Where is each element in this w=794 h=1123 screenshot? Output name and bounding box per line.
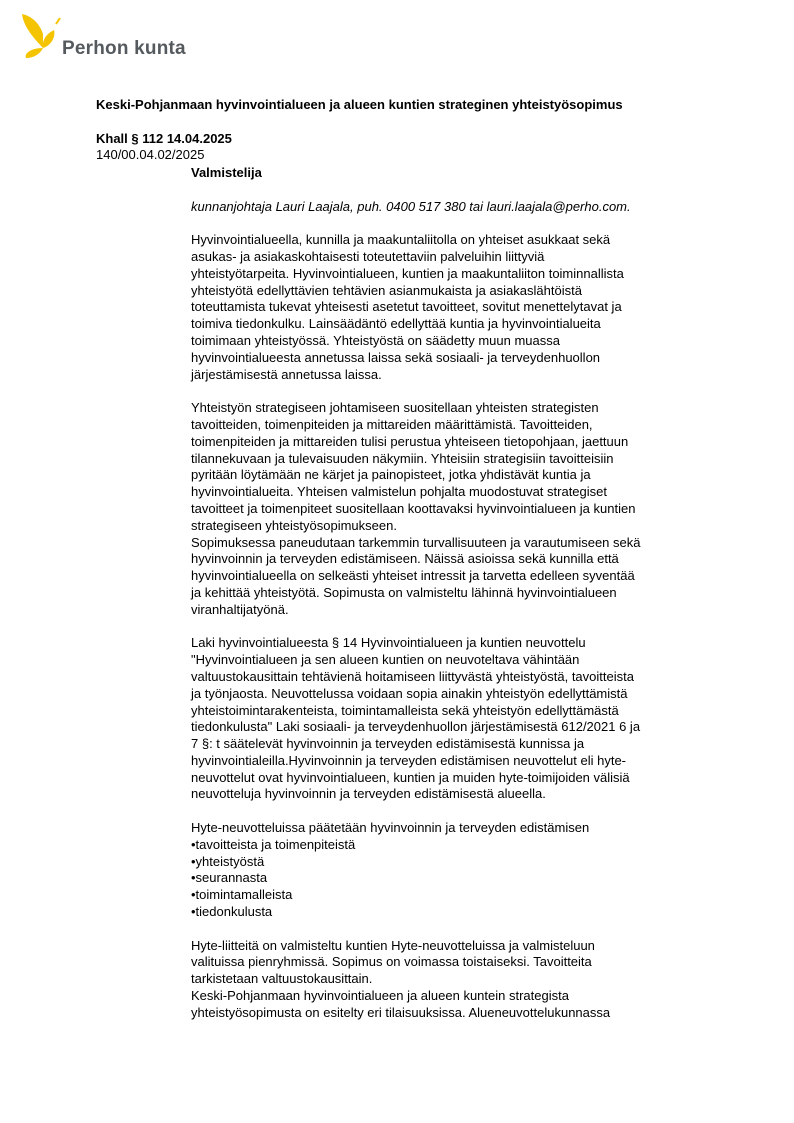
spacer (191, 215, 706, 232)
text-line: viranhaltijatyönä. (191, 601, 289, 617)
text-line: toimenpiteiden ja mittareiden tulisi perustua yhteiseen tietopohjaan, jaettuun (191, 433, 629, 449)
logo (20, 10, 220, 62)
text-line: ja kehittää yhteistyötä. Sopimusta on valmisteltu lähinnä hyvinvointialueen (191, 584, 617, 600)
spacer (191, 383, 706, 400)
section-heading: Valmistelija (191, 165, 262, 180)
text-line: hyvinvointialeilla.Hyvinvoinnin ja terveyden edistämisen neuvottelut eli hyte- (191, 752, 627, 768)
text-line: strategiseen yhteistyösopimukseen. (191, 517, 397, 533)
text-line: toimimaan yhteistyössä. Yhteistyöstä on säädetty muun muassa (191, 332, 561, 348)
text-line: Yhteistyön strategiseen johtamiseen suositellaan yhteisten strategisten (191, 400, 599, 416)
text-line: hyvinvointialueesta annetussa laissa sekä sosiaali- ja terveydenhuollon (191, 349, 601, 365)
document-body (191, 165, 706, 1022)
text-line: Hyvinvointialueella, kunnilla ja maakuntaliitolla on yhteiset asukkaat sekä (191, 232, 611, 248)
text-line: yhteistyösopimusta on esitelty eri tilaisuuksissa. Alueneuvottelukunnassa (191, 1004, 611, 1020)
paragraph-2 (191, 400, 706, 618)
spacer (191, 803, 706, 820)
text-line: tiedonkulusta" Laki sosiaali- ja terveydenhuollon järjestämisestä 612/2021 6 ja (191, 719, 641, 735)
text-line: neuvottelut ovat hyvinvointialueen, kuntien ja muiden hyte-toimijoiden välisiä (191, 769, 630, 785)
paragraph-1 (191, 232, 706, 383)
text-line: toimiva tiedonkulku. Lainsäädäntö edellyttää kuntia ja hyvinvointialueita (191, 316, 601, 332)
preparer-line: kunnanjohtaja Lauri Laajala, puh. 0400 517 380 tai lauri.laajala@perho.com. (191, 198, 631, 214)
text-line: toteuttamista tukevat yhteisesti asetetut tavoitteet, sovitut menettelytavat ja (191, 299, 622, 315)
list-intro: Hyte-neuvotteluissa päätetään hyvinvoinnin ja terveyden edistämisen (191, 820, 590, 836)
text-line: 7 §: t säätelevät hyvinvoinnin ja terveyden edistämisestä kunnissa ja (191, 736, 585, 752)
text-line: "Hyvinvointialueen ja sen alueen kuntien on neuvoteltava vähintään (191, 652, 580, 668)
text-line: hyvinvointialueita. Yhteisen valmistelun pohjalta muodostuvat strategiset (191, 484, 607, 500)
text-line: tavoitteiden, toimenpiteiden ja mittareiden määrittämistä. Tavoitteiden, (191, 416, 593, 432)
document-meta (96, 131, 232, 163)
text-line: ja työnjaosta. Neuvottelussa voidaan sopia ainakin yhteistyön edellyttämistä (191, 685, 628, 701)
text-line: pyritään löytämään ne kärjet ja painopisteet, jotka yhdistävät kuntia ja (191, 467, 591, 483)
spacer (191, 182, 706, 199)
text-line: Hyte-liitteitä on valmisteltu kuntien Hyte-neuvotteluissa ja valmisteluun (191, 937, 595, 953)
text-line: hyvinvoinnin ja terveyden edistämiseen. Näissä asioissa sekä kunnilla että (191, 551, 619, 567)
document-title: Keski-Pohjanmaan hyvinvointialueen ja alueen kuntien strateginen yhteistyösopimus (96, 97, 623, 112)
list-item: •toimintamalleista (191, 887, 293, 903)
text-line: yhteistoimintarakenteista, toimintamalleista sekä yhteistyön edellyttämästä (191, 702, 619, 718)
text-line: valtuustokausittain tehtävienä hoitamiseen liittyvästä yhteistyöstä, tavoitteista (191, 668, 634, 684)
text-line: valituissa pienryhmissä. Sopimus on voimassa toistaiseksi. Tavoitteita (191, 954, 592, 970)
text-line: asukas- ja asiakaskohtaisesti toteutettaviin palveluihin liittyviä (191, 248, 545, 264)
text-line: järjestämisestä annetussa laissa. (191, 366, 382, 382)
text-line: neuvotteluja hyvinvoinnin ja terveyden edistämisestä alueella. (191, 786, 546, 802)
text-line: yhteistyötä edellyttävien tehtävien asianmukaista ja asiakaslähtöistä (191, 282, 582, 298)
list-item: •yhteistyöstä (191, 853, 265, 869)
paragraph-4 (191, 938, 706, 1022)
logo-text: Perhon kunta (62, 38, 186, 59)
text-line: Sopimuksessa paneudutaan tarkemmin turvallisuuteen ja varautumiseen sekä (191, 534, 641, 550)
spacer (191, 921, 706, 938)
text-line: hyvinvointialueella on selkeästi yhteiset intressit ja tarvetta edelleen syventää (191, 568, 635, 584)
text-line: Laki hyvinvointialueesta § 14 Hyvinvointialueen ja kuntien neuvottelu (191, 635, 586, 651)
list-item: •tiedonkulusta (191, 904, 273, 920)
list-item: •tavoitteista ja toimenpiteistä (191, 836, 356, 852)
text-line: tarkistetaan valtuustokausittain. (191, 971, 373, 987)
diary-number: 140/00.04.02/2025 (96, 147, 205, 162)
text-line: tilannekuvaan ja tulevaisuuden näkymiin. Yhteisiin strategisiin tavoitteisiin (191, 450, 614, 466)
paragraph-3 (191, 635, 706, 803)
text-line: tavoitteet ja toimenpiteet suositellaan koottavaksi hyvinvointialueen ja kuntien (191, 500, 636, 516)
spacer (191, 619, 706, 636)
text-line: Keski-Pohjanmaan hyvinvointialueen ja alueen kuntein strategista (191, 988, 569, 1004)
reference-line: Khall § 112 14.04.2025 (96, 131, 232, 146)
hyte-list (191, 820, 706, 921)
text-line: yhteistyötarpeita. Hyvinvointialueen, kuntien ja maakuntaliiton toiminnallista (191, 265, 624, 281)
list-item: •seurannasta (191, 870, 268, 886)
